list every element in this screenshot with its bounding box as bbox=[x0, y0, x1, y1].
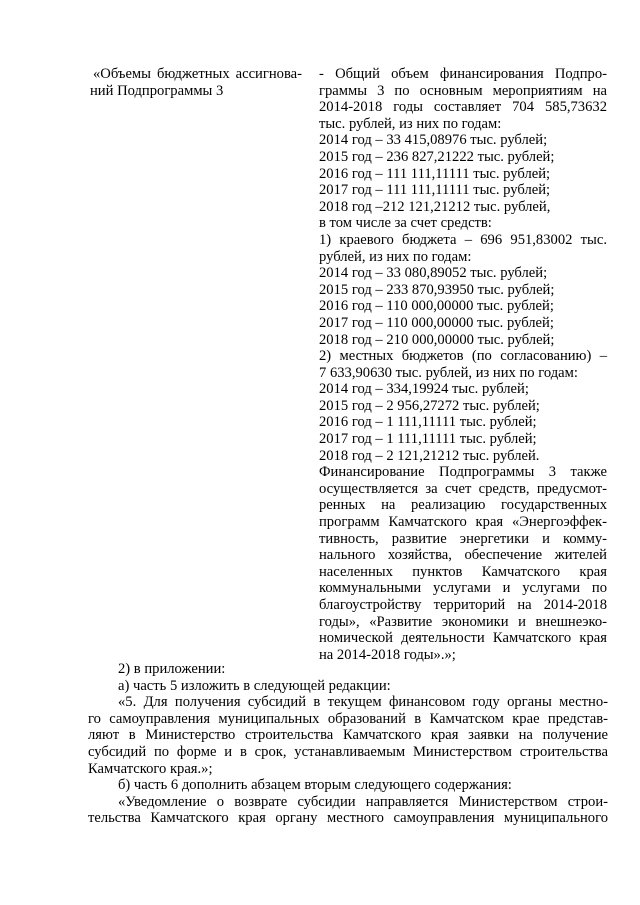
right-line: ренных на реализацию государственных bbox=[319, 497, 607, 514]
right-line: 2014 год – 33 080,89052 тыс. рублей; bbox=[319, 265, 548, 282]
right-line: 2014-2018 годы составляет 704 585,73632 bbox=[319, 99, 607, 116]
body-text bbox=[88, 661, 608, 827]
right-line: населенных пунктов Камчатского края bbox=[319, 563, 607, 580]
right-line: 2014 год – 33 415,08976 тыс. рублей; bbox=[319, 132, 548, 149]
body-line: тельства Камчатского края органу местного самоуправления муниципального bbox=[88, 810, 608, 827]
right-line: 2017 год – 111 111,11111 тыс. рублей; bbox=[319, 182, 551, 199]
body-line: а) часть 5 изложить в следующей редакции: bbox=[118, 677, 391, 694]
right-line: граммы 3 по основным мероприятиям на bbox=[319, 82, 607, 99]
right-line: осуществляется за счет средств, предусмот- bbox=[319, 480, 607, 497]
body-line: Камчатского края.»; bbox=[88, 760, 213, 777]
right-line: 1) краевого бюджета – 696 951,83002 тыс. bbox=[319, 231, 607, 248]
right-line: 7 633,90630 тыс. рублей, из них по годам: bbox=[319, 364, 578, 381]
right-line: тивность, развитие энергетики и комму- bbox=[319, 530, 607, 547]
right-line: - Общий объем финансирования Подпро- bbox=[319, 66, 607, 82]
right-line: благоустройству территорий на 2014-2018 bbox=[319, 597, 607, 613]
right-line: 2018 год –212 121,21212 тыс. рублей, bbox=[319, 198, 551, 215]
right-line: 2016 год – 1 111,11111 тыс. рублей; bbox=[319, 414, 537, 431]
body-line: б) часть 6 дополнить абзацем вторым следующего содержания: bbox=[118, 777, 512, 794]
right-line: тыс. рублей, из них по годам: bbox=[319, 115, 502, 132]
body-line: «5. Для получения субсидий в текущем финансовом году органы местно- bbox=[118, 694, 608, 711]
right-line: на 2014-2018 годы».»; bbox=[319, 646, 456, 663]
left-cell-line-1: «Объемы бюджетных ассигнова- bbox=[93, 66, 302, 82]
body-line: го самоуправления муниципальных образований в Камчатском крае представ- bbox=[88, 710, 608, 727]
right-line: рублей, из них по годам: bbox=[319, 248, 472, 265]
right-line: 2018 год – 210 000,00000 тыс. рублей; bbox=[319, 331, 555, 348]
body-line: субсидий по форме и в срок, устанавливаемым Министерством строительства bbox=[88, 743, 608, 760]
right-line: программ Камчатского края «Энергоэффек- bbox=[319, 514, 607, 531]
body-line: «Уведомление о возврате субсидии направляется Министерством строи- bbox=[118, 793, 608, 810]
left-cell-line-2: ний Подпрограммы 3 bbox=[90, 82, 224, 99]
right-line: Финансирование Подпрограммы 3 также bbox=[319, 464, 607, 481]
right-line: 2014 год – 334,19924 тыс. рублей; bbox=[319, 381, 529, 398]
right-line: 2017 год – 110 000,00000 тыс. рублей; bbox=[319, 314, 554, 331]
right-line: 2018 год – 2 121,21212 тыс. рублей. bbox=[319, 447, 540, 464]
right-line: 2015 год – 2 956,27272 тыс. рублей; bbox=[319, 397, 540, 414]
right-line: 2015 год – 236 827,21222 тыс. рублей; bbox=[319, 148, 555, 165]
table-left-cell bbox=[90, 66, 302, 99]
right-line: 2) местных бюджетов (по согласованию) – bbox=[319, 348, 607, 365]
body-line: ляют в Министерство строительства Камчатского края заявки на получение bbox=[88, 727, 608, 744]
right-line: коммунальными услугами и услугами по bbox=[319, 580, 607, 597]
right-line: номической деятельности Камчатского края bbox=[319, 630, 607, 647]
table-right-cell bbox=[319, 66, 607, 663]
right-line: нального хозяйства, обеспечение жителей bbox=[319, 547, 607, 564]
right-line: годы», «Развитие экономики и внешнеэко- bbox=[319, 613, 607, 630]
right-line: в том числе за счет средств: bbox=[319, 215, 492, 232]
right-line: 2016 год – 110 000,00000 тыс. рублей; bbox=[319, 298, 554, 315]
body-line: 2) в приложении: bbox=[118, 661, 226, 677]
right-line: 2016 год – 111 111,11111 тыс. рублей; bbox=[319, 165, 551, 182]
right-line: 2015 год – 233 870,93950 тыс. рублей; bbox=[319, 281, 555, 298]
right-line: 2017 год – 1 111,11111 тыс. рублей; bbox=[319, 431, 537, 448]
